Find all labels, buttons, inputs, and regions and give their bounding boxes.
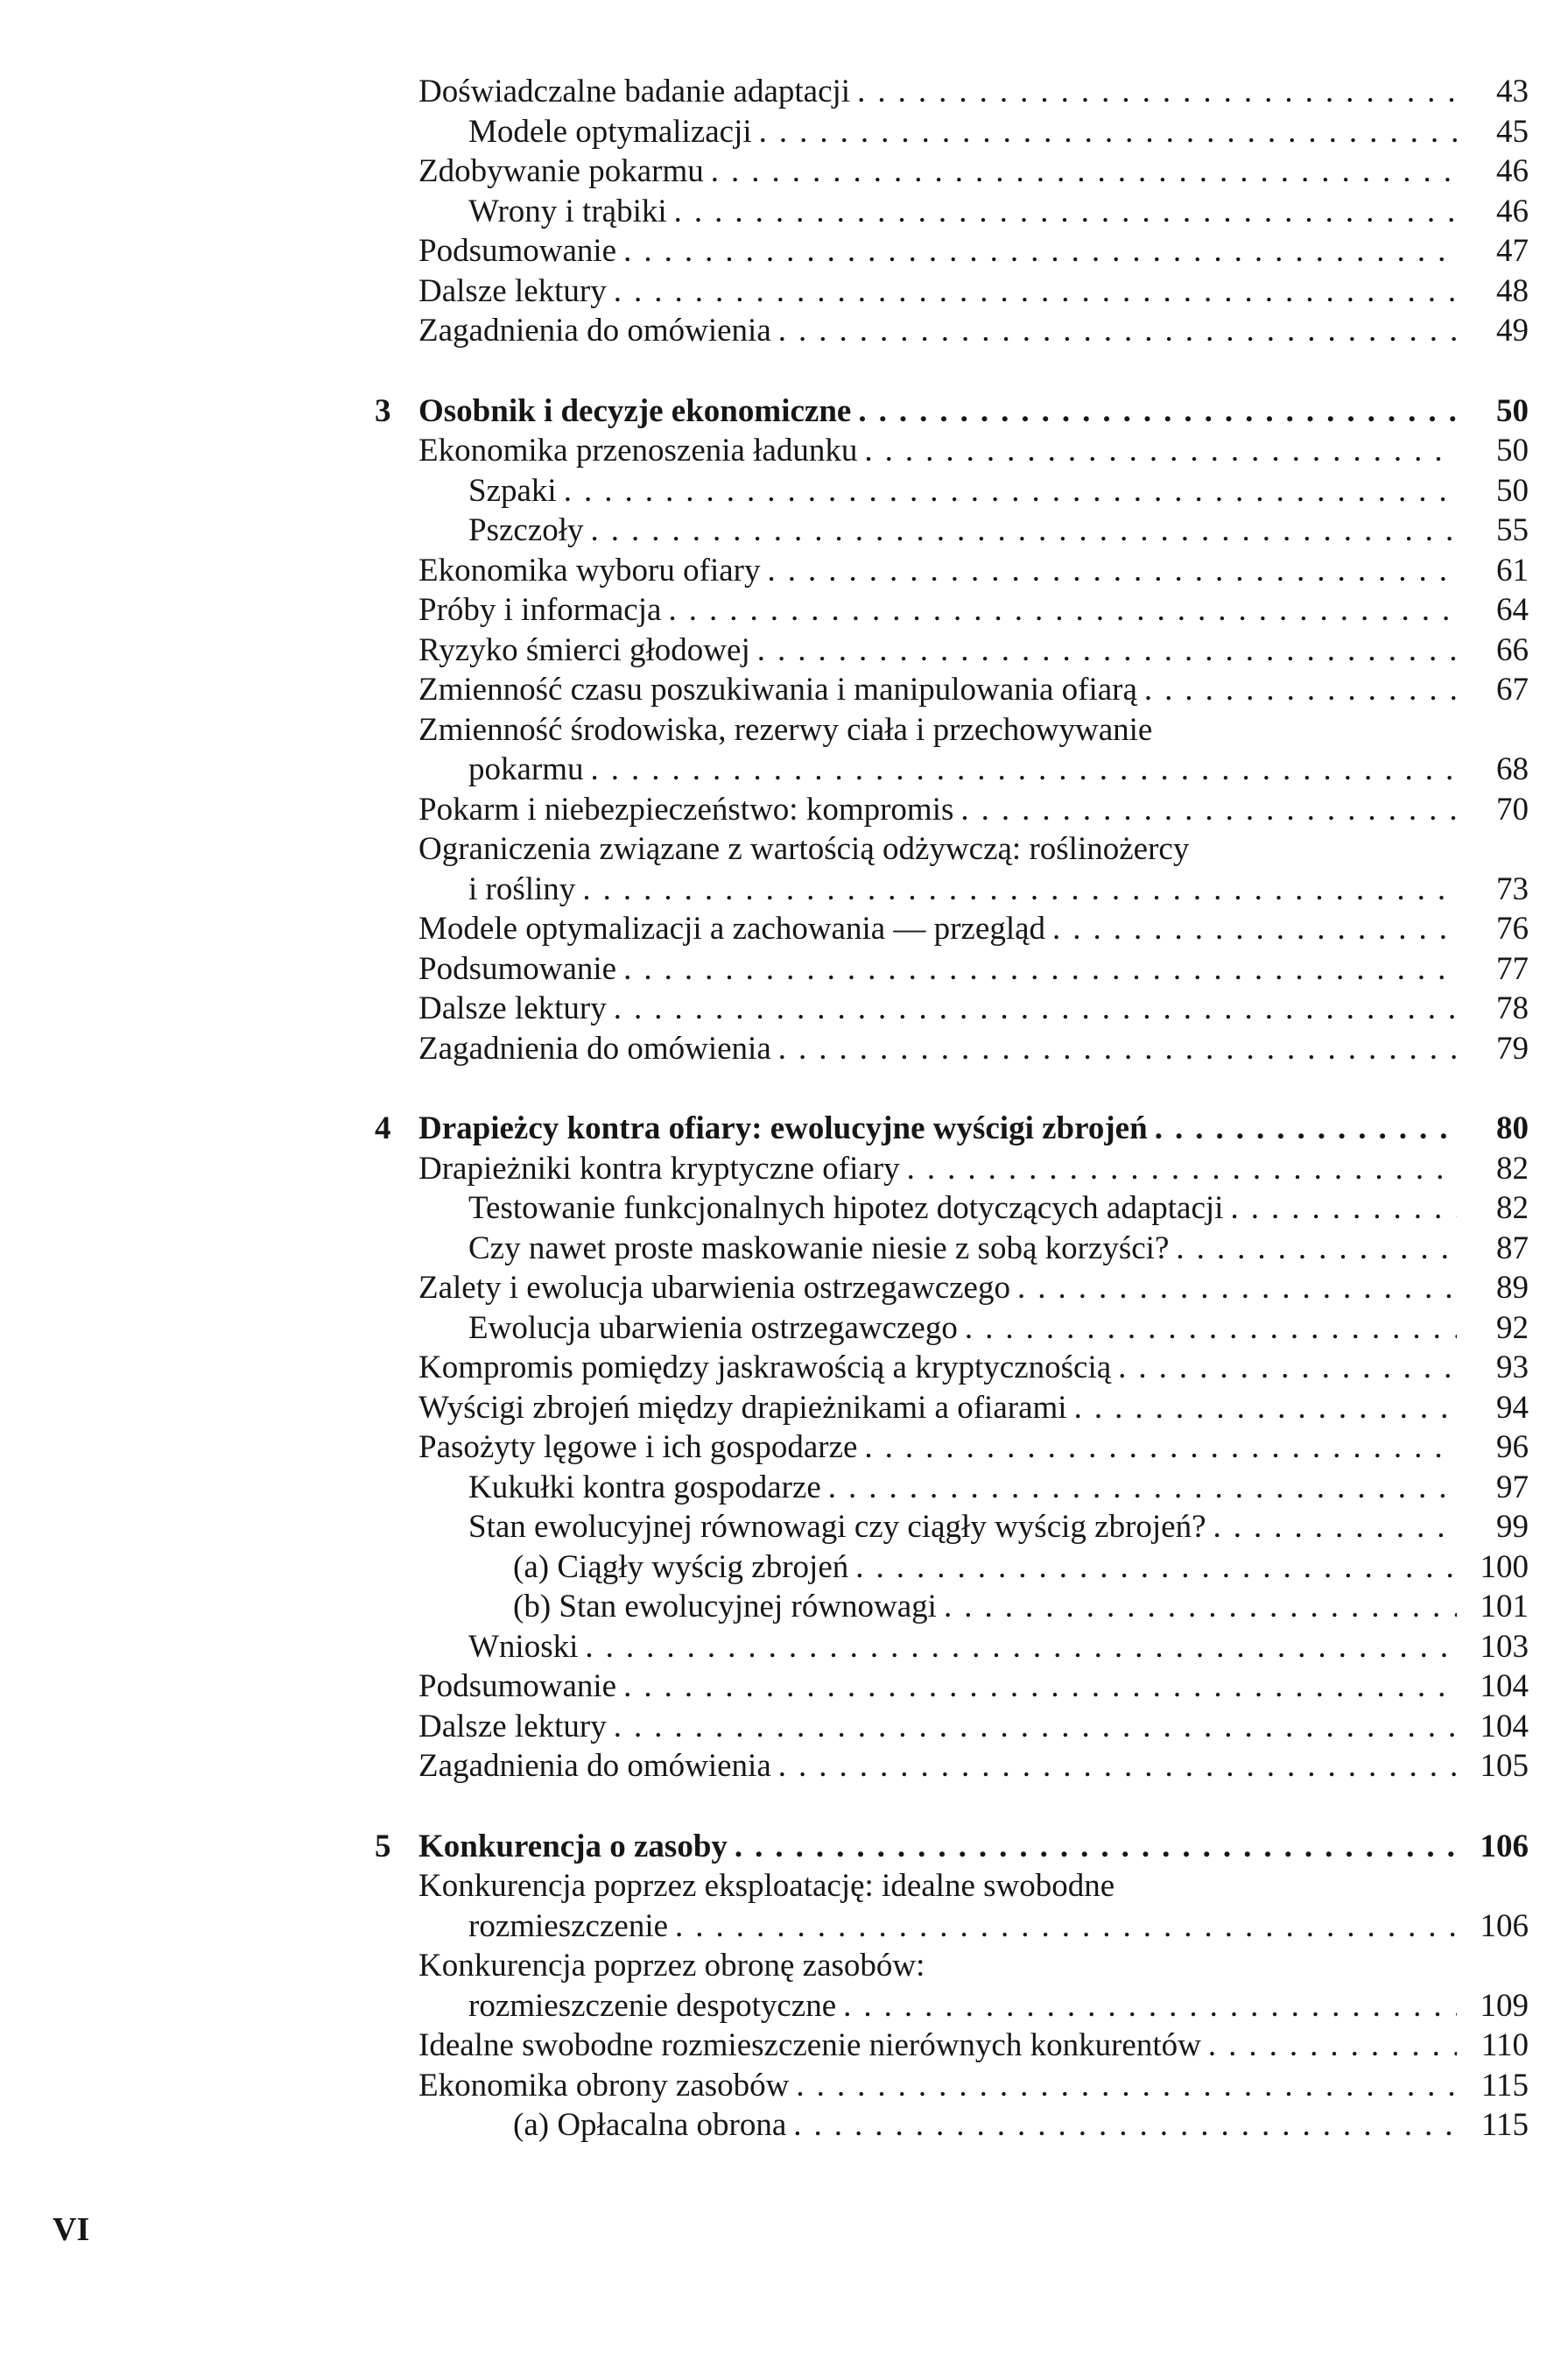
dot-leader [828, 1468, 1457, 1508]
chapter-heading[interactable] [375, 1109, 1529, 1149]
dot-leader [582, 870, 1457, 910]
toc-entry-title: Ekonomika wyboru ofiary [418, 552, 761, 588]
toc-entry-title: Drapieżniki kontra kryptyczne ofiary [418, 1150, 900, 1187]
toc-entry[interactable] [418, 192, 1529, 232]
toc-entry[interactable] [418, 1229, 1529, 1269]
dot-leader [614, 1707, 1457, 1747]
toc-entry[interactable] [418, 631, 1529, 671]
toc-entry-title: Zagadnienia do omówienia [418, 1030, 771, 1067]
toc-entry[interactable] [418, 1468, 1529, 1508]
toc-page-number: 80 [1496, 1110, 1529, 1146]
dot-leader [1074, 1388, 1457, 1428]
table-of-contents [375, 72, 1529, 2146]
toc-entry-title: Ewolucja ubarwienia ostrzegawczego [468, 1309, 958, 1346]
section-gap [418, 351, 1529, 391]
toc-entry-title: Wnioski [468, 1628, 579, 1665]
dot-leader [674, 192, 1457, 232]
toc-entry[interactable] [418, 790, 1529, 830]
dot-leader [843, 1986, 1457, 2026]
toc-entry-title: Ekonomika przenoszenia ładunku [418, 433, 858, 469]
toc-page-number: 106 [1480, 1907, 1529, 1944]
toc-entry-title: pokarmu [468, 751, 584, 787]
toc-entry-title: Zagadnienia do omówienia [418, 313, 771, 349]
toc-entry[interactable] [418, 1627, 1529, 1667]
toc-entry-title: Zmienność czasu poszukiwania i manipulowania ofiarą [418, 672, 1137, 708]
dot-leader [614, 989, 1457, 1029]
dot-leader [591, 750, 1457, 790]
toc-entry[interactable] [418, 1188, 1529, 1229]
dot-leader [778, 1746, 1457, 1787]
toc-entry[interactable] [418, 909, 1529, 949]
toc-entry-title: (a) Opłacalna obrona [513, 2107, 787, 2143]
toc-entry[interactable] [418, 1746, 1529, 1787]
dot-leader [857, 72, 1457, 112]
toc-entry-title: (a) Ciągły wyścig zbrojeń [513, 1548, 849, 1585]
toc-page-number: 103 [1480, 1628, 1529, 1665]
toc-page-number: 82 [1496, 1190, 1529, 1226]
toc-page-number: 47 [1496, 233, 1529, 269]
toc-entry[interactable] [418, 1029, 1529, 1069]
toc-entry-title: Ryzyko śmierci głodowej [418, 631, 750, 668]
toc-page-number: 46 [1496, 193, 1529, 229]
toc-entry[interactable] [418, 1667, 1529, 1707]
toc-entry[interactable] [418, 1946, 1529, 2026]
toc-page-number: 50 [1496, 433, 1529, 469]
dot-leader [1155, 1109, 1457, 1149]
toc-page-number: 77 [1496, 950, 1529, 987]
toc-page-number: 101 [1480, 1589, 1529, 1624]
toc-entry-title: Drapieżcy kontra ofiary: ewolucyjne wyścigi zbrojeń [418, 1110, 1148, 1146]
toc-entry-title: Szpaki [468, 472, 557, 509]
toc-page-number: 105 [1480, 1748, 1529, 1784]
dot-leader [735, 1827, 1457, 1867]
toc-page-number: 97 [1496, 1469, 1529, 1505]
toc-page-number: 93 [1496, 1350, 1529, 1385]
toc-entry[interactable] [418, 2105, 1529, 2146]
toc-entry[interactable] [418, 431, 1529, 471]
toc-entry[interactable] [418, 152, 1529, 192]
toc-entry-title: Pasożyty lęgowe i ich gospodarze [418, 1429, 858, 1465]
chapter-heading[interactable] [375, 391, 1529, 432]
dot-leader [585, 1627, 1457, 1667]
toc-page-number: 115 [1480, 2067, 1529, 2104]
toc-entry[interactable] [418, 271, 1529, 312]
toc-page-number: 106 [1480, 1828, 1529, 1864]
chapter-number: 5 [375, 1828, 391, 1864]
toc-page-number: 100 [1480, 1548, 1529, 1585]
toc-entry-title: Dalsze lektury [418, 272, 607, 309]
toc-entry[interactable] [418, 590, 1529, 631]
toc-entry[interactable] [418, 1388, 1529, 1428]
dot-leader [675, 1906, 1457, 1947]
toc-entry[interactable] [418, 511, 1529, 551]
toc-entry-title: Wrony i trąbiki [468, 193, 667, 229]
toc-entry-title: rozmieszczenie [468, 1907, 669, 1944]
dot-leader [793, 2105, 1457, 2146]
toc-entry-title: Konkurencja o zasoby [418, 1828, 728, 1864]
toc-page-number: 70 [1496, 791, 1529, 828]
toc-page-number: 76 [1496, 911, 1529, 947]
toc-entry-title: Stan ewolucyjnej równowagi czy ciągły wyścig zbrojeń? [468, 1509, 1206, 1545]
toc-page-number: 94 [1496, 1389, 1529, 1426]
toc-entry[interactable] [418, 989, 1529, 1029]
toc-page-number: 115 [1480, 2107, 1529, 2143]
toc-entry-title: Idealne swobodne rozmieszczenie nierównych konkurentów [418, 2027, 1201, 2063]
toc-entry-title: Kompromis pomiędzy jaskrawością a kryptycznością [418, 1350, 1112, 1385]
section-gap [418, 1068, 1529, 1109]
dot-leader [1230, 1188, 1457, 1229]
dot-leader [564, 471, 1457, 511]
toc-page-number: 87 [1496, 1230, 1529, 1266]
toc-page-number: 48 [1496, 272, 1529, 309]
dot-leader [1118, 1348, 1457, 1388]
toc-entry[interactable] [418, 231, 1529, 271]
toc-entry[interactable] [418, 2066, 1529, 2106]
dot-leader [907, 1149, 1457, 1189]
toc-entry[interactable] [418, 2026, 1529, 2066]
dot-leader [757, 631, 1457, 671]
toc-page-number: 67 [1496, 672, 1529, 708]
toc-page-number: 55 [1496, 512, 1529, 548]
toc-entry-title: Kukułki kontra gospodarze [468, 1469, 821, 1505]
dot-leader [614, 271, 1457, 312]
toc-entry[interactable] [418, 1308, 1529, 1349]
dot-leader [1176, 1229, 1457, 1269]
toc-page-number: 50 [1496, 392, 1529, 429]
dot-leader [623, 231, 1457, 271]
dot-leader [855, 1547, 1457, 1588]
toc-entry[interactable] [418, 1268, 1529, 1308]
toc-entry-title: Dalsze lektury [418, 990, 607, 1026]
toc-entry[interactable] [418, 1866, 1529, 1946]
toc-entry-title: Osobnik i decyzje ekonomiczne [418, 392, 852, 429]
toc-entry-title: Pszczoły [468, 512, 584, 548]
toc-entry-title: Zagadnienia do omówienia [418, 1748, 771, 1784]
toc-entry-title: Ekonomika obrony zasobów [418, 2067, 790, 2104]
toc-entry[interactable] [418, 1507, 1529, 1547]
dot-leader [1213, 1507, 1457, 1547]
dot-leader [767, 551, 1457, 591]
toc-page-number: 104 [1480, 1668, 1529, 1704]
chapter-number: 3 [375, 392, 391, 429]
dot-leader [944, 1587, 1457, 1627]
toc-entry[interactable] [418, 112, 1529, 152]
dot-leader [759, 112, 1457, 152]
toc-entry-title: rozmieszczenie despotyczne [468, 1987, 837, 2024]
dot-leader [668, 590, 1457, 631]
toc-entry-title: Zdobywanie pokarmu [418, 153, 704, 189]
dot-leader [864, 431, 1457, 471]
toc-page-number: 61 [1496, 552, 1529, 588]
dot-leader [965, 1308, 1457, 1349]
toc-entry-title: Czy nawet proste maskowanie niesie z sobą korzyści? [468, 1230, 1170, 1266]
dot-leader [864, 1427, 1457, 1468]
dot-leader [591, 511, 1457, 551]
toc-page-number: 78 [1496, 990, 1529, 1026]
toc-page-number: 109 [1480, 1987, 1529, 2024]
toc-entry[interactable] [418, 551, 1529, 591]
dot-leader [1144, 670, 1457, 710]
toc-entry[interactable] [418, 1149, 1529, 1189]
toc-page-number: 66 [1496, 631, 1529, 668]
toc-page-number: 50 [1496, 472, 1529, 509]
toc-page-number: 92 [1496, 1309, 1529, 1346]
toc-entry[interactable] [418, 1547, 1529, 1588]
dot-leader [623, 949, 1457, 990]
toc-entry-title: Podsumowanie [418, 950, 617, 987]
toc-entry[interactable] [418, 311, 1529, 351]
toc-entry[interactable] [418, 1587, 1529, 1627]
toc-entry-title: (b) Stan ewolucyjnej równowagi [513, 1589, 937, 1624]
toc-entry-title: Próby i informacja [418, 592, 662, 628]
toc-page-number: 79 [1496, 1030, 1529, 1067]
toc-entry-title: Testowanie funkcjonalnych hipotez dotyczących adaptacji [468, 1190, 1224, 1226]
toc-entry[interactable] [418, 1348, 1529, 1388]
dot-leader [1208, 2026, 1457, 2066]
chapter-number: 4 [375, 1110, 391, 1146]
dot-leader [623, 1667, 1457, 1707]
toc-page-number: 82 [1496, 1150, 1529, 1187]
toc-page-number: 99 [1496, 1509, 1529, 1545]
toc-page-number: 110 [1480, 2027, 1529, 2063]
dot-leader [778, 1029, 1457, 1069]
toc-entry-title: Podsumowanie [418, 233, 617, 269]
toc-page-number: 89 [1496, 1270, 1529, 1306]
toc-entry[interactable] [418, 949, 1529, 990]
toc-entry[interactable] [418, 72, 1529, 112]
page-number-roman: VI [53, 2211, 90, 2248]
toc-page-number: 96 [1496, 1429, 1529, 1465]
toc-entry-title: Pokarm i niebezpieczeństwo: kompromis [418, 791, 954, 828]
toc-entry[interactable] [418, 670, 1529, 710]
dot-leader [960, 790, 1457, 830]
toc-page-number: 49 [1496, 313, 1529, 349]
toc-entry[interactable] [418, 1427, 1529, 1468]
dot-leader [858, 391, 1457, 432]
dot-leader [1017, 1268, 1457, 1308]
toc-page-number: 64 [1496, 592, 1529, 628]
toc-entry-first-line: Konkurencja poprzez obronę zasobów: [418, 1948, 925, 1984]
dot-leader [1052, 909, 1457, 949]
toc-entry[interactable] [418, 710, 1529, 790]
toc-entry-title: Doświadczalne badanie adaptacji [418, 74, 851, 109]
toc-entry-title: Zalety i ewolucja ubarwienia ostrzegawczego [418, 1270, 1010, 1306]
toc-page-number: 45 [1496, 113, 1529, 150]
toc-entry-title: i rośliny [468, 870, 576, 907]
toc-page-number: 104 [1480, 1708, 1529, 1744]
toc-entry[interactable] [418, 829, 1529, 909]
toc-page-number: 46 [1496, 153, 1529, 189]
dot-leader [796, 2066, 1457, 2106]
section-gap [418, 1787, 1529, 1827]
toc-entry-title: Dalsze lektury [418, 1708, 607, 1744]
toc-entry-first-line: Ograniczenia związane z wartością odżywczą: roślinożercy [418, 831, 1190, 867]
toc-page-number: 73 [1496, 870, 1529, 907]
toc-entry-first-line: Konkurencja poprzez eksploatację: idealne swobodne [418, 1868, 1115, 1904]
toc-page-number: 43 [1496, 74, 1529, 109]
toc-entry[interactable] [418, 1707, 1529, 1747]
dot-leader [778, 311, 1457, 351]
toc-entry-title: Wyścigi zbrojeń między drapieżnikami a ofiarami [418, 1389, 1067, 1426]
toc-page-number: 68 [1496, 751, 1529, 787]
chapter-heading[interactable] [375, 1827, 1529, 1867]
toc-entry-title: Modele optymalizacji [468, 113, 752, 150]
dot-leader [711, 152, 1457, 192]
toc-entry-first-line: Zmienność środowiska, rezerwy ciała i przechowywanie [418, 711, 1153, 748]
toc-entry-title: Modele optymalizacji a zachowania — przegląd [418, 911, 1046, 947]
toc-entry-title: Podsumowanie [418, 1668, 617, 1704]
toc-entry[interactable] [418, 471, 1529, 511]
